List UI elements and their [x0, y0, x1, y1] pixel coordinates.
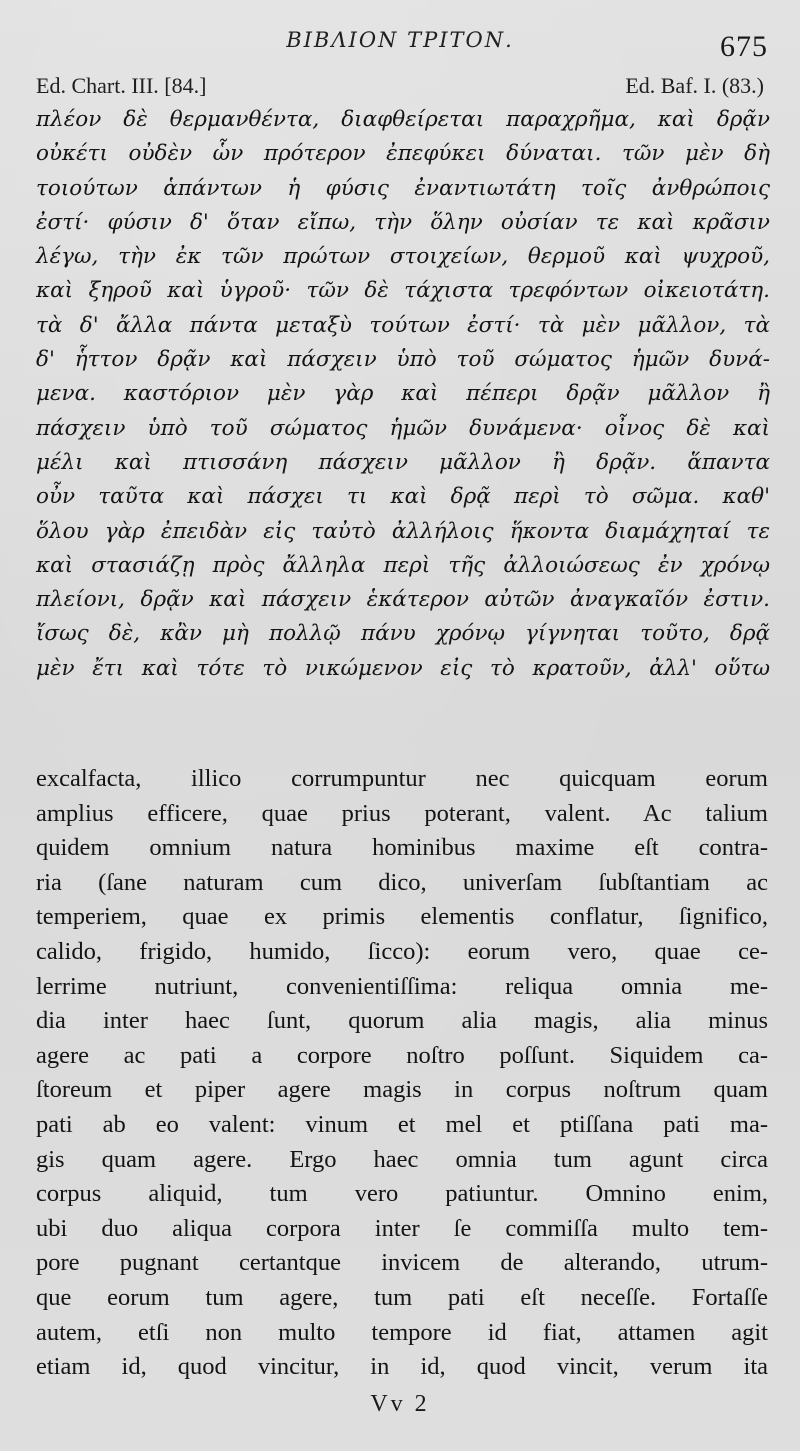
latin-text-block — [36, 762, 768, 1385]
latin-text-line: pore pugnant certantque invicem de alterando, utrum- — [36, 1249, 768, 1277]
greek-text-line: καὶ ξηροῦ καὶ ὑγροῦ· τῶν δὲ τάχιστα τρεφόντων οἰκειοτάτη. — [36, 278, 770, 304]
edition-reference-basel: Ed. Baf. I. (83.) — [625, 73, 764, 98]
greek-text-line: ἐστί· φύσιν δ' ὅταν εἴπω, τὴν ὅλην οὐσίαν τε καὶ κρᾶσιν — [36, 209, 770, 235]
latin-text-line: gis quam agere. Ergo haec omnia tum agunt circa — [36, 1145, 768, 1173]
latin-text-line: ria (ſane naturam cum dico, univerſam ſubſtantiam ac — [36, 868, 768, 896]
greek-text-line: λέγω, τὴν ἐκ τῶν πρώτων στοιχείων, θερμοῦ καὶ ψυχροῦ, — [36, 244, 770, 270]
greek-text-line: δ' ἧττον δρᾷν καὶ πάσχειν ὑπὸ τοῦ σώματος ἡμῶν δυνά- — [36, 347, 770, 373]
greek-text-line: τὰ δ' ἄλλα πάντα μεταξὺ τούτων ἐστί· τὰ μὲν μᾶλλον, τὰ — [36, 312, 770, 338]
latin-text-line: corpus aliquid, tum vero patiuntur. Omnino enim, — [36, 1180, 768, 1208]
latin-text-line: amplius efficere, quae prius poterant, valent. Ac talium — [36, 799, 768, 827]
greek-text-line: τοιούτων ἁπάντων ἡ φύσις ἐναντιωτάτη τοῖς ἀνθρώποις — [36, 175, 770, 201]
greek-text-line: ὅλου γὰρ ἐπειδὰν εἰς ταὐτὸ ἀλλήλοις ἥκοντα διαμάχηταί τε — [36, 518, 770, 544]
latin-text-line: temperiem, quae ex primis elementis conflatur, ſignifico, — [36, 903, 768, 931]
edition-reference-chartier: Ed. Chart. III. [84.] — [36, 73, 207, 98]
greek-text-line: μενα. καστόριον μὲν γὰρ καὶ πέπερι δρᾷν μᾶλλον ἢ — [36, 381, 770, 407]
latin-text-line: quidem omnium natura hominibus maxime eſt contra- — [36, 834, 768, 862]
greek-text-block — [36, 103, 770, 686]
greek-text-line: οὐκέτι οὐδὲν ὧν πρότερον ἐπεφύκει δύναται. τῶν μὲν δὴ — [36, 141, 770, 167]
latin-text-line: que eorum tum agere, tum pati eſt neceſſe. Fortaſſe — [36, 1283, 768, 1311]
greek-text-line: μὲν ἔτι καὶ τότε τὸ νικώμενον εἰς τὸ κρατοῦν, ἀλλ' οὕτω — [36, 655, 770, 681]
latin-text-line: lerrime nutriunt, convenientiſſima: reliqua omnia me- — [36, 972, 768, 1000]
latin-text-line: autem, etſi non multo tempore id fiat, attamen agit — [36, 1318, 768, 1346]
greek-text-line: ἴσως δὲ, κἂν μὴ πολλῷ πάνυ χρόνῳ γίγνηται τοῦτο, δρᾷ — [36, 621, 770, 647]
greek-text-line: μέλι καὶ πτισσάνη πάσχειν μᾶλλον ἢ δρᾷν. ἅπαντα — [36, 449, 770, 475]
greek-text-line: οὖν ταῦτα καὶ πάσχει τι καὶ δρᾷ περὶ τὸ σῶμα. καθ' — [36, 484, 770, 510]
latin-text-line: excalfacta, illico corrumpuntur nec quicquam eorum — [36, 765, 768, 792]
latin-text-line: agere ac pati a corpore noſtro poſſunt. Siquidem ca- — [36, 1041, 768, 1069]
greek-text-line: καὶ στασιάζῃ πρὸς ἄλληλα περὶ τῆς ἀλλοιώσεως ἐν χρόνῳ — [36, 552, 770, 578]
latin-text-line: ubi duo aliqua corpora inter ſe commiſſa multo tem- — [36, 1214, 768, 1242]
running-title: BIBΛΙΟΝ ΤΡΙΤΟΝ. — [286, 28, 514, 52]
latin-text-line: pati ab eo valent: vinum et mel et ptiſſana pati ma- — [36, 1110, 768, 1138]
greek-text-line: πλείονι, δρᾷν καὶ πάσχειν ἑκάτερον αὐτῶν ἀναγκαῖόν ἐστιν. — [36, 587, 770, 613]
latin-text-line: ſtoreum et piper agere magis in corpus noſtrum quam — [36, 1076, 768, 1104]
latin-text-line: etiam id, quod vincitur, in id, quod vincit, verum ita — [36, 1353, 768, 1381]
greek-text-line: πλέον δὲ θερμανθέντα, διαφθείρεται παραχρῆμα, καὶ δρᾷν — [36, 107, 770, 132]
latin-text-line: dia inter haec ſunt, quorum alia magis, alia minus — [36, 1007, 768, 1035]
greek-text-line: πάσχειν ὑπὸ τοῦ σώματος ἡμῶν δυνάμενα· οἶνος δὲ καὶ — [36, 415, 770, 441]
signature-mark: Vv 2 — [370, 1391, 430, 1417]
page-number: 675 — [720, 30, 768, 63]
latin-text-line: calido, frigido, humido, ſicco): eorum vero, quae ce- — [36, 937, 768, 965]
